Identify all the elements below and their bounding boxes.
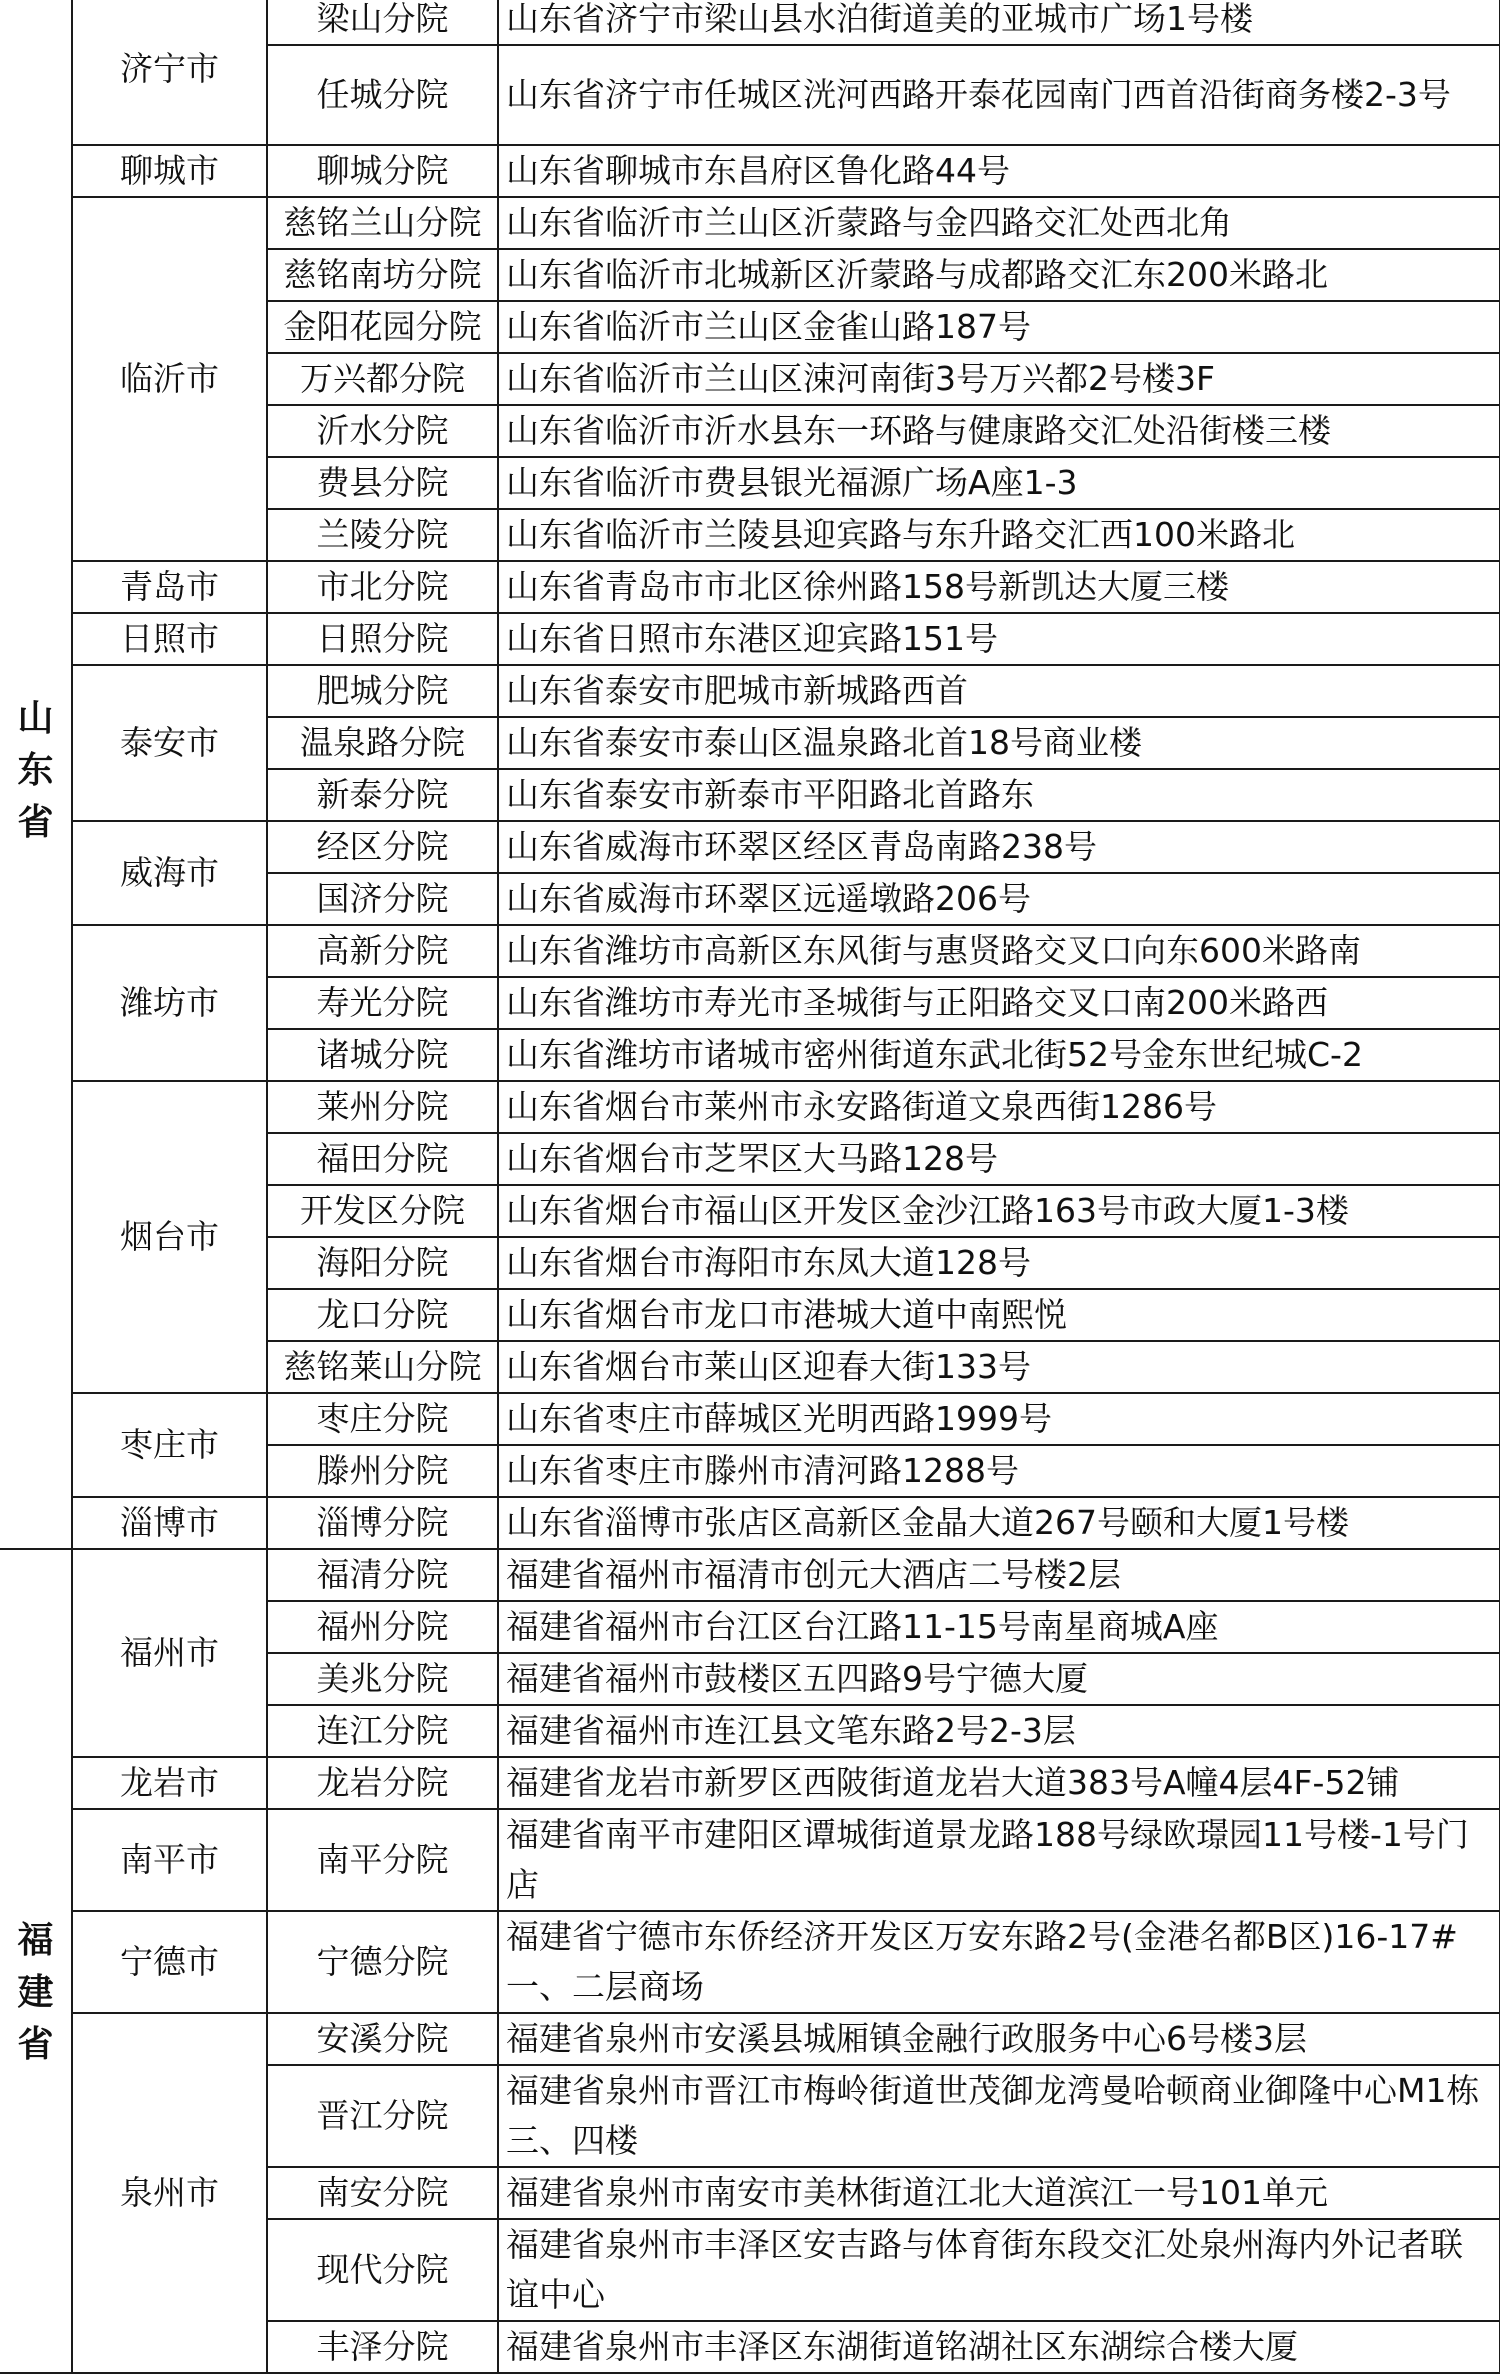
- province-name: 福建省: [17, 1920, 54, 2065]
- branch-address-cell: 山东省聊城市东昌府区鲁化路44号: [498, 145, 1500, 197]
- city-cell: 日照市: [72, 613, 267, 665]
- table-row: [0, 925, 1500, 977]
- province-cell: [0, 0, 72, 1549]
- table-row: [0, 561, 1500, 613]
- branch-name-cell: 慈铭南坊分院: [267, 249, 498, 301]
- branch-address-cell: 福建省南平市建阳区谭城街道景龙路188号绿欧璟园11号楼-1号门店: [498, 1809, 1500, 1911]
- branch-address-cell: 山东省潍坊市寿光市圣城街与正阳路交叉口南200米路西: [498, 977, 1500, 1029]
- branch-name-cell: 寿光分院: [267, 977, 498, 1029]
- branch-address-cell: 山东省青岛市市北区徐州路158号新凯达大厦三楼: [498, 561, 1500, 613]
- branch-name-cell: 枣庄分院: [267, 1393, 498, 1445]
- branch-address-cell: 福建省泉州市南安市美林街道江北大道滨江一号101单元: [498, 2167, 1500, 2219]
- branch-name-cell: 国济分院: [267, 873, 498, 925]
- branch-address-cell: 山东省临沂市兰山区金雀山路187号: [498, 301, 1500, 353]
- branch-address-cell: 山东省泰安市新泰市平阳路北首路东: [498, 769, 1500, 821]
- branch-name-cell: 连江分院: [267, 1705, 498, 1757]
- branch-address-cell: 山东省威海市环翠区经区青岛南路238号: [498, 821, 1500, 873]
- table-row: [0, 0, 1500, 45]
- table-row: [0, 821, 1500, 873]
- table-row: [0, 197, 1500, 249]
- branch-name-cell: 肥城分院: [267, 665, 498, 717]
- branch-address-cell: 山东省烟台市龙口市港城大道中南熙悦: [498, 1289, 1500, 1341]
- table-row: [0, 1497, 1500, 1549]
- province-cell: [0, 1549, 72, 2373]
- city-cell: 威海市: [72, 821, 267, 925]
- branch-address-cell: 福建省泉州市安溪县城厢镇金融行政服务中心6号楼3层: [498, 2013, 1500, 2065]
- branch-address-cell: 山东省临沂市兰山区涑河南街3号万兴都2号楼3F: [498, 353, 1500, 405]
- branch-name-cell: 市北分院: [267, 561, 498, 613]
- branch-address-cell: 山东省泰安市泰山区温泉路北首18号商业楼: [498, 717, 1500, 769]
- branch-name-cell: 高新分院: [267, 925, 498, 977]
- city-cell: 临沂市: [72, 197, 267, 561]
- branch-name-cell: 龙口分院: [267, 1289, 498, 1341]
- branch-name-cell: 海阳分院: [267, 1237, 498, 1289]
- branch-address-cell: 山东省临沂市兰山区沂蒙路与金四路交汇处西北角: [498, 197, 1500, 249]
- branch-address-cell: 福建省福州市台江区台江路11-15号南星商城A座: [498, 1601, 1500, 1653]
- branch-name-cell: 万兴都分院: [267, 353, 498, 405]
- branch-name-cell: 新泰分院: [267, 769, 498, 821]
- branch-address-cell: 山东省临沂市沂水县东一环路与健康路交汇处沿街楼三楼: [498, 405, 1500, 457]
- city-cell: 济宁市: [72, 0, 267, 145]
- branch-name-cell: 淄博分院: [267, 1497, 498, 1549]
- city-cell: 青岛市: [72, 561, 267, 613]
- branch-address-cell: 山东省日照市东港区迎宾路151号: [498, 613, 1500, 665]
- branch-address-cell: 山东省济宁市任城区洸河西路开泰花园南门西首沿街商务楼2-3号: [498, 45, 1500, 145]
- city-cell: 泰安市: [72, 665, 267, 821]
- city-cell: 福州市: [72, 1549, 267, 1757]
- table-row: [0, 1809, 1500, 1911]
- branch-address-cell: 山东省淄博市张店区高新区金晶大道267号颐和大厦1号楼: [498, 1497, 1500, 1549]
- city-cell: 南平市: [72, 1809, 267, 1911]
- branch-name-cell: 经区分院: [267, 821, 498, 873]
- branch-address-cell: 福建省泉州市丰泽区东湖街道铭湖社区东湖综合楼大厦: [498, 2321, 1500, 2373]
- branch-name-cell: 现代分院: [267, 2219, 498, 2321]
- branch-name-cell: 日照分院: [267, 613, 498, 665]
- branch-address-cell: 山东省潍坊市诸城市密州街道东武北街52号金东世纪城C-2: [498, 1029, 1500, 1081]
- branch-name-cell: 任城分院: [267, 45, 498, 145]
- branch-name-cell: 聊城分院: [267, 145, 498, 197]
- branch-name-cell: 莱州分院: [267, 1081, 498, 1133]
- branch-name-cell: 福州分院: [267, 1601, 498, 1653]
- branch-name-cell: 福清分院: [267, 1549, 498, 1601]
- table-row: [0, 1911, 1500, 2013]
- branch-address-cell: 山东省济宁市梁山县水泊街道美的亚城市广场1号楼: [498, 0, 1500, 45]
- branch-name-cell: 金阳花园分院: [267, 301, 498, 353]
- branch-name-cell: 开发区分院: [267, 1185, 498, 1237]
- city-cell: 宁德市: [72, 1911, 267, 2013]
- branch-address-cell: 山东省枣庄市薛城区光明西路1999号: [498, 1393, 1500, 1445]
- branch-address-cell: 福建省福州市福清市创元大酒店二号楼2层: [498, 1549, 1500, 1601]
- branch-name-cell: 安溪分院: [267, 2013, 498, 2065]
- branch-address-cell: 山东省泰安市肥城市新城路西首: [498, 665, 1500, 717]
- province-name: 山东省: [17, 698, 54, 843]
- branch-name-cell: 南平分院: [267, 1809, 498, 1911]
- branch-address-cell: 山东省烟台市莱州市永安路街道文泉西街1286号: [498, 1081, 1500, 1133]
- city-cell: 枣庄市: [72, 1393, 267, 1497]
- city-cell: 泉州市: [72, 2013, 267, 2373]
- branch-name-cell: 丰泽分院: [267, 2321, 498, 2373]
- branch-address-cell: 山东省临沂市北城新区沂蒙路与成都路交汇东200米路北: [498, 249, 1500, 301]
- branch-address-cell: 福建省福州市鼓楼区五四路9号宁德大厦: [498, 1653, 1500, 1705]
- branch-address-cell: 山东省烟台市芝罘区大马路128号: [498, 1133, 1500, 1185]
- branch-name-cell: 慈铭兰山分院: [267, 197, 498, 249]
- city-cell: 龙岩市: [72, 1757, 267, 1809]
- branch-address-cell: 福建省泉州市丰泽区安吉路与体育街东段交汇处泉州海内外记者联谊中心: [498, 2219, 1500, 2321]
- branch-name-cell: 龙岩分院: [267, 1757, 498, 1809]
- branch-address-cell: 福建省龙岩市新罗区西陂街道龙岩大道383号A幢4层4F-52铺: [498, 1757, 1500, 1809]
- table-row: [0, 1393, 1500, 1445]
- branch-name-cell: 美兆分院: [267, 1653, 498, 1705]
- branch-name-cell: 南安分院: [267, 2167, 498, 2219]
- table-row: [0, 665, 1500, 717]
- table-row: [0, 613, 1500, 665]
- branch-name-cell: 兰陵分院: [267, 509, 498, 561]
- city-cell: 潍坊市: [72, 925, 267, 1081]
- branch-address-cell: 福建省福州市连江县文笔东路2号2-3层: [498, 1705, 1500, 1757]
- branch-address-cell: 福建省泉州市晋江市梅岭街道世茂御龙湾曼哈顿商业御隆中心M1栋三、四楼: [498, 2065, 1500, 2167]
- table-row: [0, 1549, 1500, 1601]
- city-cell: 淄博市: [72, 1497, 267, 1549]
- branch-name-cell: 温泉路分院: [267, 717, 498, 769]
- table-row: [0, 145, 1500, 197]
- city-cell: 烟台市: [72, 1081, 267, 1393]
- branch-address-cell: 山东省烟台市莱山区迎春大街133号: [498, 1341, 1500, 1393]
- branch-address-cell: 山东省潍坊市高新区东风街与惠贤路交叉口向东600米路南: [498, 925, 1500, 977]
- branch-address-cell: 福建省宁德市东侨经济开发区万安东路2号(金港名都B区)16-17#一、二层商场: [498, 1911, 1500, 2013]
- branch-address-cell: 山东省威海市环翠区远遥墩路206号: [498, 873, 1500, 925]
- branch-name-cell: 梁山分院: [267, 0, 498, 45]
- branch-address-cell: 山东省枣庄市滕州市清河路1288号: [498, 1445, 1500, 1497]
- table-row: [0, 1081, 1500, 1133]
- branch-address-cell: 山东省临沂市费县银光福源广场A座1-3: [498, 457, 1500, 509]
- branch-name-cell: 沂水分院: [267, 405, 498, 457]
- branch-name-cell: 福田分院: [267, 1133, 498, 1185]
- branch-address-cell: 山东省临沂市兰陵县迎宾路与东升路交汇西100米路北: [498, 509, 1500, 561]
- branch-address-cell: 山东省烟台市福山区开发区金沙江路163号市政大厦1-3楼: [498, 1185, 1500, 1237]
- branch-name-cell: 滕州分院: [267, 1445, 498, 1497]
- branch-name-cell: 晋江分院: [267, 2065, 498, 2167]
- table-row: [0, 1757, 1500, 1809]
- branch-address-cell: 山东省烟台市海阳市东凤大道128号: [498, 1237, 1500, 1289]
- branch-name-cell: 费县分院: [267, 457, 498, 509]
- branch-name-cell: 宁德分院: [267, 1911, 498, 2013]
- city-cell: 聊城市: [72, 145, 267, 197]
- branch-name-cell: 慈铭莱山分院: [267, 1341, 498, 1393]
- table-row: [0, 2013, 1500, 2065]
- branch-name-cell: 诸城分院: [267, 1029, 498, 1081]
